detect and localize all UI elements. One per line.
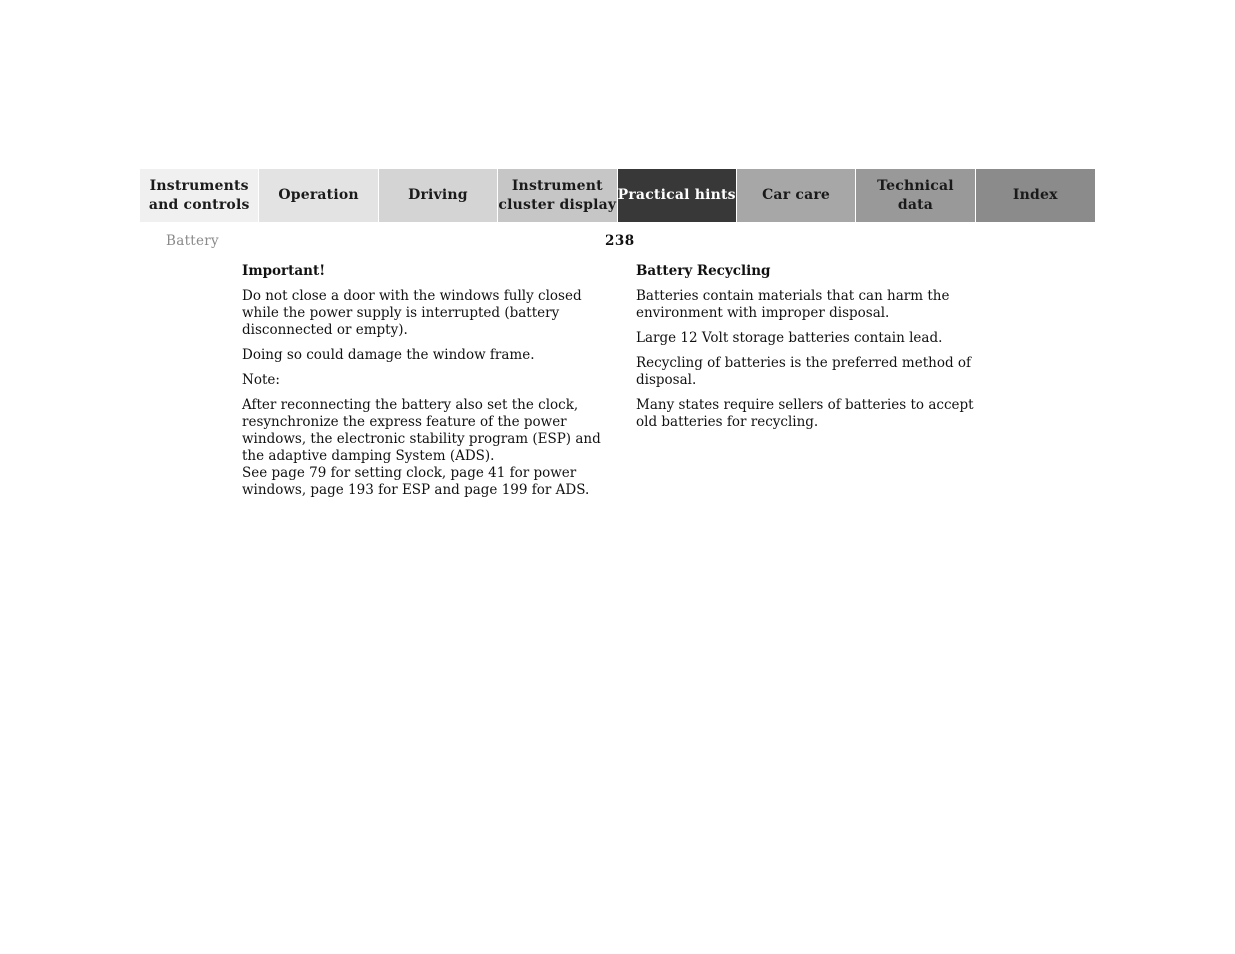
tab-instrument-cluster-display[interactable]: Instrument cluster display: [498, 169, 617, 222]
paragraph-door-warning: Do not close a door with the windows fully closed while the power supply is interrupted (battery disconnected or empty).: [242, 288, 582, 338]
paragraph-reconnect: After reconnecting the battery also set the clock, resynchronize the express feature of the power windows, the electronic stability program (ESP) and the adaptive damping System (ADS).: [242, 397, 601, 464]
tab-car-care[interactable]: Car care: [737, 169, 856, 222]
paragraph-recycling-preferred: Recycling of batteries is the preferred method of disposal.: [636, 355, 972, 388]
tab-driving[interactable]: Driving: [379, 169, 498, 222]
left-column: [242, 263, 602, 507]
tab-operation[interactable]: Operation: [259, 169, 378, 222]
battery-recycling-heading: Battery Recycling: [636, 263, 771, 279]
tab-technical-data[interactable]: Technical data: [856, 169, 975, 222]
section-label: Battery: [166, 233, 219, 249]
paragraph-lead: Large 12 Volt storage batteries contain lead.: [636, 330, 943, 346]
note-label: Note:: [242, 372, 280, 388]
paragraph-states: Many states require sellers of batteries to accept old batteries for recycling.: [636, 397, 974, 430]
chapter-tab-bar: [140, 169, 1095, 222]
important-heading: Important!: [242, 263, 326, 279]
page-number: 238: [605, 233, 635, 249]
paragraph-materials: Batteries contain materials that can harm the environment with improper disposal.: [636, 288, 950, 321]
paragraph-page-references: See page 79 for setting clock, page 41 for power windows, page 193 for ESP and page 199 for ADS.: [242, 465, 590, 498]
tab-practical-hints[interactable]: Practical hints: [618, 169, 737, 222]
tab-index[interactable]: Index: [976, 169, 1095, 222]
paragraph-damage: Doing so could damage the window frame.: [242, 347, 535, 363]
right-column: [636, 263, 981, 439]
tab-instruments-and-controls[interactable]: Instruments and controls: [140, 169, 259, 222]
